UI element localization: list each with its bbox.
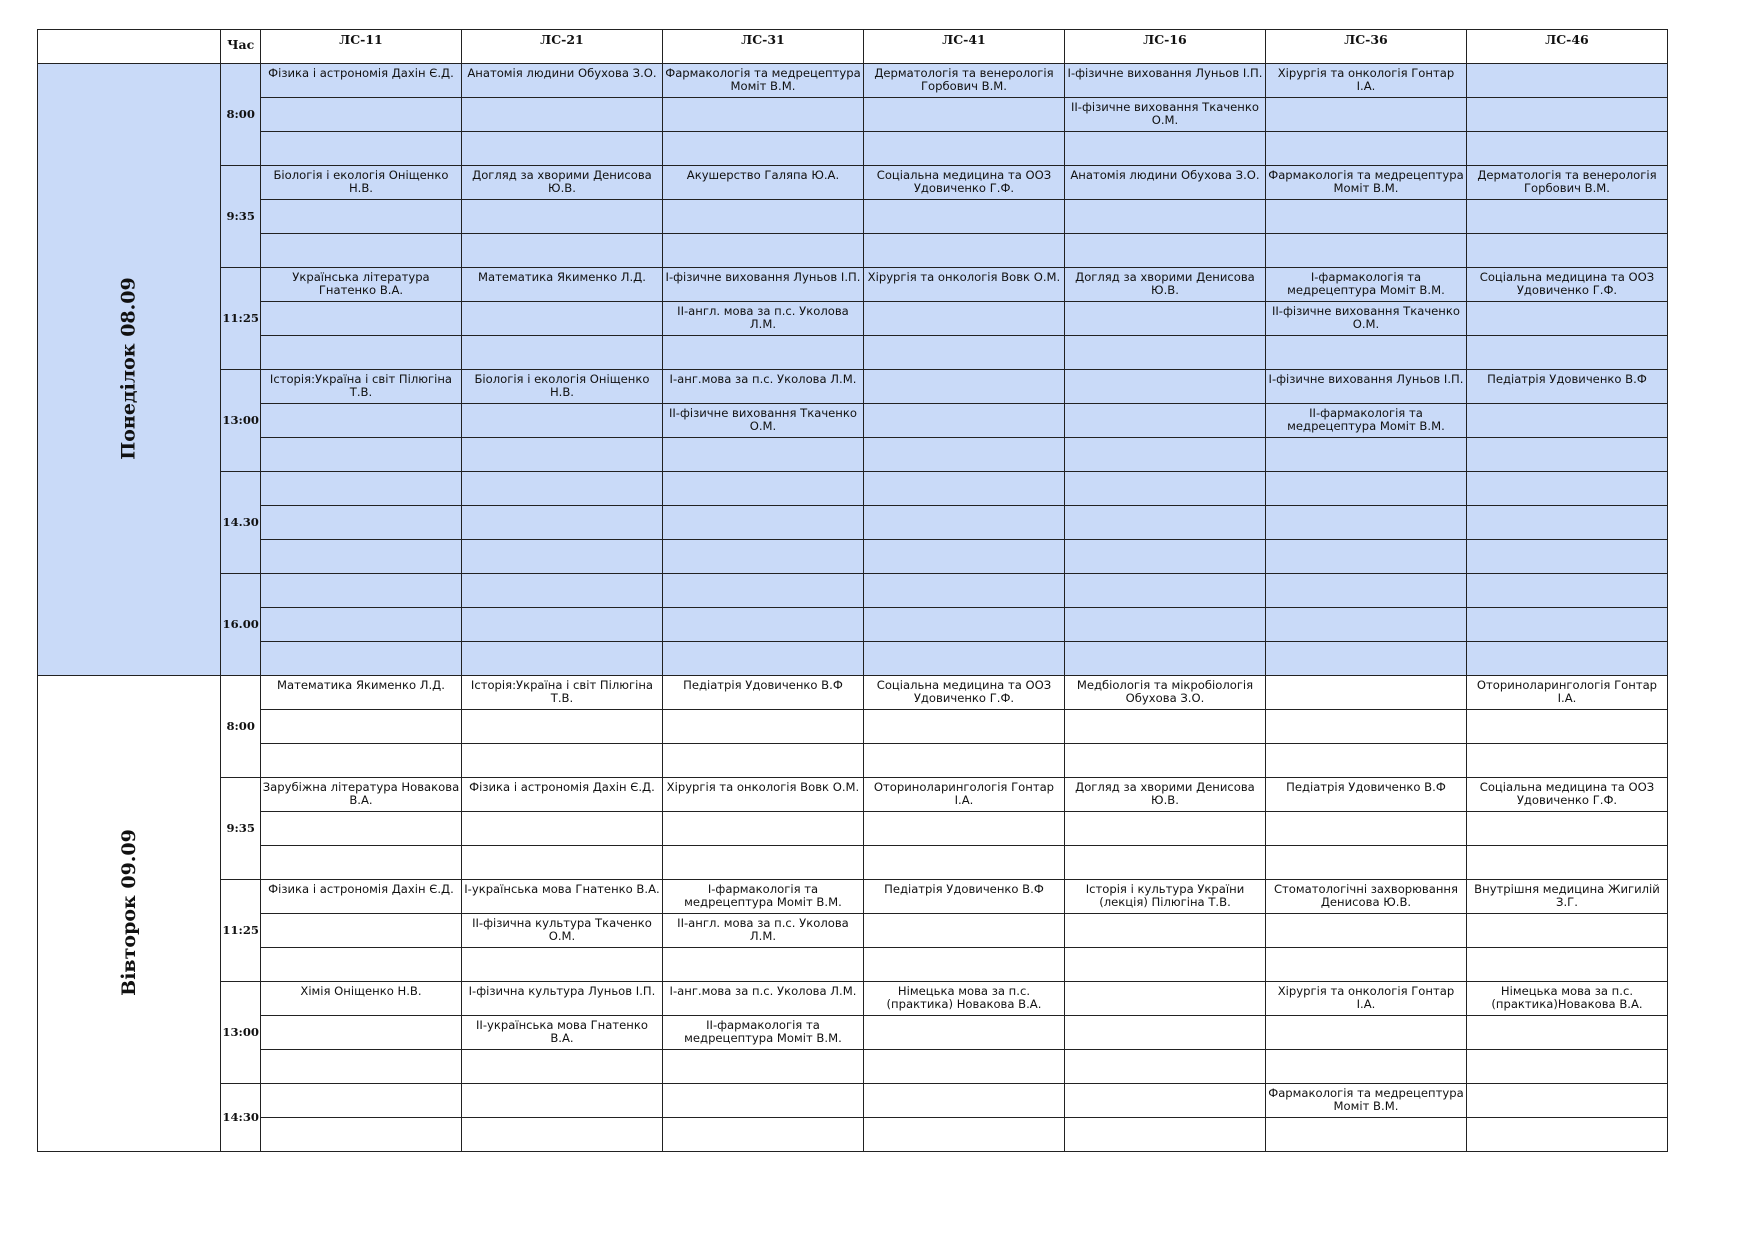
class-cell bbox=[1466, 744, 1667, 778]
class-cell bbox=[863, 710, 1064, 744]
class-cell: Догляд за хворими Денисова Ю.В. bbox=[1064, 778, 1265, 812]
schedule-row bbox=[38, 200, 1668, 234]
class-cell bbox=[1064, 132, 1265, 166]
class-cell: Українська література Гнатенко В.А. bbox=[260, 268, 461, 302]
group-header: ЛС-31 bbox=[662, 30, 863, 64]
class-cell bbox=[863, 744, 1064, 778]
class-cell bbox=[1064, 914, 1265, 948]
schedule-row bbox=[38, 132, 1668, 166]
schedule-row bbox=[38, 166, 1668, 200]
class-cell bbox=[1265, 98, 1466, 132]
schedule-row bbox=[38, 778, 1668, 812]
class-cell: Оториноларингологія Гонтар І.А. bbox=[1466, 676, 1667, 710]
schedule-row bbox=[38, 302, 1668, 336]
class-cell bbox=[662, 744, 863, 778]
schedule-row bbox=[38, 1016, 1668, 1050]
time-slot: 8:00 bbox=[221, 676, 261, 778]
class-cell bbox=[1466, 1118, 1667, 1152]
class-cell bbox=[662, 336, 863, 370]
class-cell bbox=[1064, 948, 1265, 982]
schedule-row bbox=[38, 506, 1668, 540]
class-cell bbox=[1466, 132, 1667, 166]
class-cell bbox=[863, 506, 1064, 540]
class-cell: Соціальна медицина та ООЗ Удовиченко Г.Ф. bbox=[1466, 778, 1667, 812]
schedule-row bbox=[38, 914, 1668, 948]
class-cell bbox=[461, 608, 662, 642]
class-cell bbox=[1265, 914, 1466, 948]
class-cell: Математика Якименко Л.Д. bbox=[461, 268, 662, 302]
class-cell bbox=[1265, 234, 1466, 268]
class-cell bbox=[1466, 1016, 1667, 1050]
class-cell bbox=[461, 1050, 662, 1084]
class-cell bbox=[1064, 336, 1265, 370]
class-cell bbox=[1064, 812, 1265, 846]
class-cell: І-фізичне виховання Луньов І.П. bbox=[1064, 64, 1265, 98]
class-cell bbox=[461, 98, 662, 132]
class-cell bbox=[260, 948, 461, 982]
schedule-row bbox=[38, 540, 1668, 574]
class-cell bbox=[863, 200, 1064, 234]
class-cell: ІІ-фізична культура Ткаченко О.М. bbox=[461, 914, 662, 948]
class-cell bbox=[461, 948, 662, 982]
class-cell: Стоматологічні захворювання Денисова Ю.В. bbox=[1265, 880, 1466, 914]
time-slot: 14:30 bbox=[221, 1084, 261, 1152]
class-cell bbox=[461, 132, 662, 166]
class-cell bbox=[260, 302, 461, 336]
class-cell: ІІ-українська мова Гнатенко В.А. bbox=[461, 1016, 662, 1050]
group-header: ЛС-46 bbox=[1466, 30, 1667, 64]
schedule-row bbox=[38, 268, 1668, 302]
class-cell bbox=[662, 98, 863, 132]
class-cell bbox=[1265, 948, 1466, 982]
class-cell: Німецька мова за п.с. (практика) Новакова В.А. bbox=[863, 982, 1064, 1016]
class-cell bbox=[260, 1118, 461, 1152]
class-cell bbox=[1064, 540, 1265, 574]
class-cell: Фізика і астрономія Дахін Є.Д. bbox=[461, 778, 662, 812]
class-cell bbox=[461, 744, 662, 778]
class-cell bbox=[1466, 948, 1667, 982]
class-cell bbox=[662, 1050, 863, 1084]
class-cell bbox=[260, 98, 461, 132]
class-cell bbox=[1064, 506, 1265, 540]
time-slot: 16.00 bbox=[221, 574, 261, 676]
class-cell bbox=[1265, 642, 1466, 676]
class-cell bbox=[863, 132, 1064, 166]
class-cell bbox=[1466, 336, 1667, 370]
group-header: ЛС-36 bbox=[1265, 30, 1466, 64]
class-cell bbox=[1064, 710, 1265, 744]
class-cell: Біологія і екологія Оніщенко Н.В. bbox=[260, 166, 461, 200]
class-cell bbox=[863, 1016, 1064, 1050]
class-cell bbox=[863, 948, 1064, 982]
class-cell bbox=[461, 506, 662, 540]
group-header: ЛС-11 bbox=[260, 30, 461, 64]
class-cell bbox=[662, 1118, 863, 1152]
class-cell bbox=[863, 1084, 1064, 1118]
class-cell bbox=[1466, 234, 1667, 268]
class-cell bbox=[260, 812, 461, 846]
class-cell: Хімія Оніщенко Н.В. bbox=[260, 982, 461, 1016]
class-cell bbox=[1064, 608, 1265, 642]
day-label-cell bbox=[38, 676, 221, 1152]
schedule-row bbox=[38, 1118, 1668, 1152]
class-cell: Педіатрія Удовиченко В.Ф bbox=[863, 880, 1064, 914]
class-cell bbox=[863, 472, 1064, 506]
group-header: ЛС-21 bbox=[461, 30, 662, 64]
class-cell bbox=[1466, 846, 1667, 880]
class-cell: І-анг.мова за п.с. Уколова Л.М. bbox=[662, 982, 863, 1016]
schedule-row bbox=[38, 982, 1668, 1016]
class-cell: ІІ-англ. мова за п.с. Уколова Л.М. bbox=[662, 302, 863, 336]
class-cell: Історія і культура України (лекція) Пілюгіна Т.В. bbox=[1064, 880, 1265, 914]
schedule-row bbox=[38, 64, 1668, 98]
class-cell bbox=[1466, 812, 1667, 846]
class-cell: Фармакологія та медрецептура Моміт В.М. bbox=[1265, 166, 1466, 200]
class-cell bbox=[1265, 438, 1466, 472]
class-cell bbox=[461, 200, 662, 234]
class-cell bbox=[1466, 472, 1667, 506]
class-cell bbox=[1265, 1118, 1466, 1152]
class-cell: Хірургія та онкологія Гонтар І.А. bbox=[1265, 64, 1466, 98]
schedule-row bbox=[38, 744, 1668, 778]
class-cell bbox=[662, 608, 863, 642]
class-cell: І-фізичне виховання Луньов І.П. bbox=[662, 268, 863, 302]
class-cell bbox=[662, 710, 863, 744]
class-cell bbox=[1466, 710, 1667, 744]
class-cell bbox=[1265, 200, 1466, 234]
header-row bbox=[38, 30, 1668, 64]
class-cell: Фізика і астрономія Дахін Є.Д. bbox=[260, 64, 461, 98]
class-cell: Хірургія та онкологія Вовк О.М. bbox=[662, 778, 863, 812]
class-cell bbox=[1064, 574, 1265, 608]
class-cell bbox=[1265, 1016, 1466, 1050]
class-cell bbox=[1466, 506, 1667, 540]
class-cell bbox=[1466, 1084, 1667, 1118]
class-cell: Догляд за хворими Денисова Ю.В. bbox=[1064, 268, 1265, 302]
class-cell bbox=[1265, 846, 1466, 880]
class-cell bbox=[1265, 710, 1466, 744]
class-cell: Догляд за хворими Денисова Ю.В. bbox=[461, 166, 662, 200]
class-cell bbox=[1265, 506, 1466, 540]
class-cell: І-фармакологія та медрецептура Моміт В.М. bbox=[1265, 268, 1466, 302]
schedule-row bbox=[38, 846, 1668, 880]
schedule-row bbox=[38, 574, 1668, 608]
class-cell bbox=[461, 1084, 662, 1118]
class-cell bbox=[863, 812, 1064, 846]
class-cell bbox=[662, 200, 863, 234]
class-cell bbox=[1466, 1050, 1667, 1084]
class-cell bbox=[260, 200, 461, 234]
class-cell: Історія:Україна і світ Пілюгіна Т.В. bbox=[260, 370, 461, 404]
class-cell bbox=[1466, 642, 1667, 676]
class-cell bbox=[1064, 1084, 1265, 1118]
class-cell: ІІ-фізичне виховання Ткаченко О.М. bbox=[662, 404, 863, 438]
class-cell: Фармакологія та медрецептура Моміт В.М. bbox=[662, 64, 863, 98]
class-cell bbox=[461, 540, 662, 574]
class-cell bbox=[1064, 438, 1265, 472]
class-cell: Біологія і екологія Оніщенко Н.В. bbox=[461, 370, 662, 404]
schedule-row bbox=[38, 1050, 1668, 1084]
class-cell: Педіатрія Удовиченко В.Ф bbox=[1265, 778, 1466, 812]
class-cell bbox=[1265, 574, 1466, 608]
class-cell bbox=[863, 234, 1064, 268]
schedule-row bbox=[38, 812, 1668, 846]
schedule-row bbox=[38, 710, 1668, 744]
class-cell bbox=[1466, 608, 1667, 642]
schedule-row bbox=[38, 370, 1668, 404]
class-cell: Акушерство Галяпа Ю.А. bbox=[662, 166, 863, 200]
class-cell bbox=[260, 846, 461, 880]
class-cell bbox=[260, 132, 461, 166]
class-cell: Внутрішня медицина Жигилій З.Г. bbox=[1466, 880, 1667, 914]
class-cell: Фармакологія та медрецептура Моміт В.М. bbox=[1265, 1084, 1466, 1118]
schedule-row bbox=[38, 676, 1668, 710]
class-cell bbox=[863, 438, 1064, 472]
schedule-row bbox=[38, 472, 1668, 506]
class-cell bbox=[461, 642, 662, 676]
class-cell bbox=[662, 1084, 863, 1118]
class-cell bbox=[863, 404, 1064, 438]
class-cell bbox=[260, 744, 461, 778]
class-cell bbox=[461, 336, 662, 370]
class-cell bbox=[1466, 64, 1667, 98]
class-cell bbox=[260, 336, 461, 370]
schedule-row bbox=[38, 608, 1668, 642]
time-slot: 11:25 bbox=[221, 880, 261, 982]
group-header: ЛС-41 bbox=[863, 30, 1064, 64]
class-cell bbox=[863, 914, 1064, 948]
class-cell bbox=[1064, 744, 1265, 778]
time-slot: 9:35 bbox=[221, 778, 261, 880]
time-slot: 9:35 bbox=[221, 166, 261, 268]
class-cell bbox=[1265, 812, 1466, 846]
class-cell bbox=[662, 438, 863, 472]
class-cell bbox=[461, 302, 662, 336]
class-cell: Соціальна медицина та ООЗ Удовиченко Г.Ф. bbox=[1466, 268, 1667, 302]
class-cell bbox=[260, 234, 461, 268]
class-cell bbox=[662, 574, 863, 608]
class-cell bbox=[1064, 404, 1265, 438]
class-cell bbox=[1466, 98, 1667, 132]
class-cell bbox=[863, 370, 1064, 404]
class-cell bbox=[260, 914, 461, 948]
class-cell: Фізика і астрономія Дахін Є.Д. bbox=[260, 880, 461, 914]
class-cell bbox=[1265, 608, 1466, 642]
class-cell bbox=[260, 1050, 461, 1084]
class-cell bbox=[461, 710, 662, 744]
class-cell: Дерматологія та венерологія Горбович В.М. bbox=[1466, 166, 1667, 200]
class-cell bbox=[260, 710, 461, 744]
time-slot: 8:00 bbox=[221, 64, 261, 166]
schedule-row bbox=[38, 336, 1668, 370]
class-cell bbox=[863, 608, 1064, 642]
class-cell: Медбіологія та мікробіологія Обухова З.О. bbox=[1064, 676, 1265, 710]
class-cell: Історія:Україна і світ Пілюгіна Т.В. bbox=[461, 676, 662, 710]
schedule-table bbox=[37, 29, 1668, 1152]
class-cell bbox=[1064, 1016, 1265, 1050]
class-cell bbox=[1466, 404, 1667, 438]
class-cell: ІІ-фармакологія та медрецептура Моміт В.М. bbox=[1265, 404, 1466, 438]
class-cell bbox=[260, 404, 461, 438]
class-cell bbox=[1064, 234, 1265, 268]
schedule-row bbox=[38, 234, 1668, 268]
day-label-cell bbox=[38, 64, 221, 676]
class-cell bbox=[461, 472, 662, 506]
class-cell bbox=[461, 1118, 662, 1152]
time-slot: 11:25 bbox=[221, 268, 261, 370]
class-cell: ІІ-фармакологія та медрецептура Моміт В.М. bbox=[662, 1016, 863, 1050]
class-cell: ІІ-фізичне виховання Ткаченко О.М. bbox=[1265, 302, 1466, 336]
class-cell bbox=[1466, 302, 1667, 336]
class-cell bbox=[1064, 846, 1265, 880]
class-cell bbox=[863, 846, 1064, 880]
class-cell: Математика Якименко Л.Д. bbox=[260, 676, 461, 710]
class-cell bbox=[1064, 200, 1265, 234]
class-cell bbox=[260, 1084, 461, 1118]
class-cell bbox=[863, 1050, 1064, 1084]
class-cell bbox=[260, 608, 461, 642]
schedule-row bbox=[38, 948, 1668, 982]
class-cell: Хірургія та онкологія Вовк О.М. bbox=[863, 268, 1064, 302]
class-cell bbox=[260, 506, 461, 540]
class-cell: І-фізична культура Луньов І.П. bbox=[461, 982, 662, 1016]
class-cell bbox=[461, 234, 662, 268]
class-cell bbox=[863, 302, 1064, 336]
class-cell: Соціальна медицина та ООЗ Удовиченко Г.Ф. bbox=[863, 676, 1064, 710]
class-cell bbox=[1064, 642, 1265, 676]
class-cell bbox=[1064, 1050, 1265, 1084]
class-cell bbox=[662, 234, 863, 268]
class-cell: Педіатрія Удовиченко В.Ф bbox=[662, 676, 863, 710]
class-cell bbox=[1466, 574, 1667, 608]
class-cell: ІІ-фізичне виховання Ткаченко О.М. bbox=[1064, 98, 1265, 132]
class-cell: Анатомія людини Обухова З.О. bbox=[461, 64, 662, 98]
class-cell bbox=[863, 336, 1064, 370]
class-cell bbox=[260, 438, 461, 472]
class-cell bbox=[662, 812, 863, 846]
class-cell bbox=[260, 642, 461, 676]
class-cell bbox=[461, 438, 662, 472]
class-cell bbox=[1265, 472, 1466, 506]
day-label: Вівторок 09.09 bbox=[117, 829, 140, 996]
class-cell bbox=[461, 574, 662, 608]
class-cell bbox=[662, 948, 863, 982]
class-cell bbox=[1265, 676, 1466, 710]
class-cell: І-українська мова Гнатенко В.А. bbox=[461, 880, 662, 914]
class-cell bbox=[1064, 982, 1265, 1016]
class-cell: Соціальна медицина та ООЗ Удовиченко Г.Ф. bbox=[863, 166, 1064, 200]
class-cell: Німецька мова за п.с. (практика)Новакова В.А. bbox=[1466, 982, 1667, 1016]
class-cell bbox=[1064, 302, 1265, 336]
class-cell bbox=[662, 846, 863, 880]
schedule-row bbox=[38, 98, 1668, 132]
class-cell: Дерматологія та венерологія Горбович В.М. bbox=[863, 64, 1064, 98]
class-cell: Анатомія людини Обухова З.О. bbox=[1064, 166, 1265, 200]
class-cell: ІІ-англ. мова за п.с. Уколова Л.М. bbox=[662, 914, 863, 948]
class-cell bbox=[1265, 336, 1466, 370]
class-cell bbox=[662, 132, 863, 166]
class-cell bbox=[1265, 1050, 1466, 1084]
class-cell bbox=[662, 540, 863, 574]
class-cell bbox=[863, 98, 1064, 132]
class-cell bbox=[863, 1118, 1064, 1152]
group-header: ЛС-16 bbox=[1064, 30, 1265, 64]
class-cell bbox=[461, 812, 662, 846]
class-cell bbox=[461, 404, 662, 438]
schedule-row bbox=[38, 880, 1668, 914]
schedule-row bbox=[38, 642, 1668, 676]
class-cell: Педіатрія Удовиченко В.Ф bbox=[1466, 370, 1667, 404]
class-cell bbox=[1466, 200, 1667, 234]
class-cell bbox=[461, 846, 662, 880]
class-cell bbox=[1064, 370, 1265, 404]
class-cell bbox=[863, 642, 1064, 676]
class-cell bbox=[1265, 540, 1466, 574]
class-cell bbox=[1265, 132, 1466, 166]
class-cell: Хірургія та онкологія Гонтар І.А. bbox=[1265, 982, 1466, 1016]
class-cell bbox=[1064, 1118, 1265, 1152]
class-cell bbox=[662, 642, 863, 676]
class-cell bbox=[1466, 914, 1667, 948]
schedule-row bbox=[38, 1084, 1668, 1118]
class-cell bbox=[863, 574, 1064, 608]
class-cell bbox=[260, 1016, 461, 1050]
class-cell bbox=[260, 574, 461, 608]
time-slot: 14.30 bbox=[221, 472, 261, 574]
hour-header: Час bbox=[221, 30, 261, 64]
corner-cell bbox=[38, 30, 221, 64]
class-cell bbox=[863, 540, 1064, 574]
class-cell bbox=[1064, 472, 1265, 506]
class-cell: Оториноларингологія Гонтар І.А. bbox=[863, 778, 1064, 812]
class-cell: І-фармакологія та медрецептура Моміт В.М. bbox=[662, 880, 863, 914]
schedule-row bbox=[38, 438, 1668, 472]
day-label: Понеділок 08.09 bbox=[117, 277, 140, 460]
class-cell: І-анг.мова за п.с. Уколова Л.М. bbox=[662, 370, 863, 404]
class-cell bbox=[260, 472, 461, 506]
class-cell bbox=[260, 540, 461, 574]
class-cell bbox=[662, 506, 863, 540]
class-cell bbox=[662, 472, 863, 506]
class-cell bbox=[1466, 540, 1667, 574]
time-slot: 13:00 bbox=[221, 982, 261, 1084]
class-cell: Зарубіжна література Новакова В.А. bbox=[260, 778, 461, 812]
class-cell bbox=[1265, 744, 1466, 778]
schedule-row bbox=[38, 404, 1668, 438]
class-cell: І-фізичне виховання Луньов І.П. bbox=[1265, 370, 1466, 404]
time-slot: 13:00 bbox=[221, 370, 261, 472]
class-cell bbox=[1466, 438, 1667, 472]
